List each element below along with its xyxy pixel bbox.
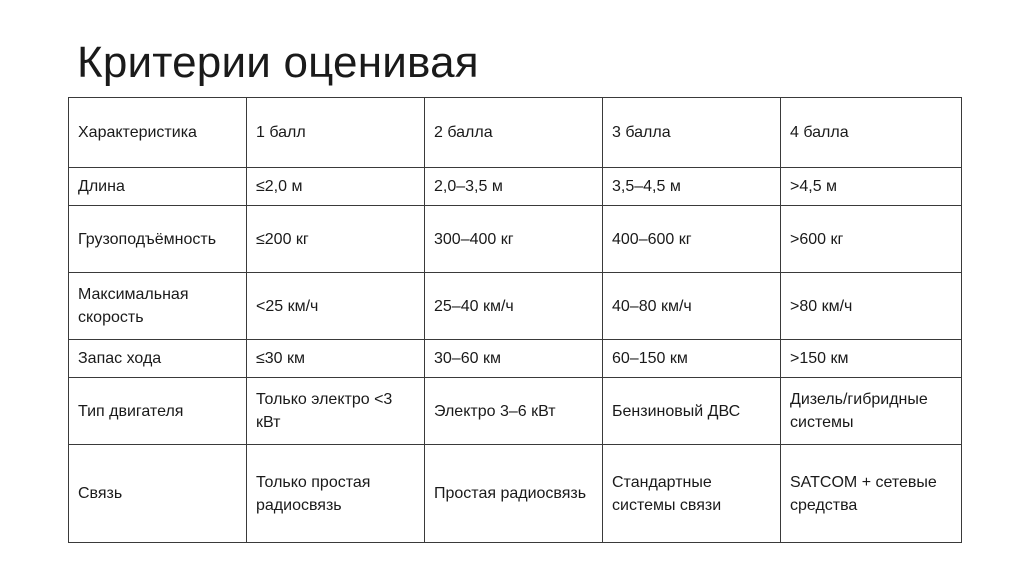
table-row-max-speed xyxy=(69,273,962,340)
table-cell: Простая радиосвязь xyxy=(425,445,603,543)
table-cell: 400–600 кг xyxy=(603,206,781,273)
row-label: Связь xyxy=(69,445,247,543)
table-cell: >4,5 м xyxy=(781,168,962,206)
row-label: Грузоподъёмность xyxy=(69,206,247,273)
table-row-range xyxy=(69,340,962,378)
table-cell: 3,5–4,5 м xyxy=(603,168,781,206)
row-label: Длина xyxy=(69,168,247,206)
table-cell: ≤30 км xyxy=(247,340,425,378)
table-header-row xyxy=(69,98,962,168)
row-label: Тип двигателя xyxy=(69,378,247,445)
table-cell: <25 км/ч xyxy=(247,273,425,340)
table-row-payload xyxy=(69,206,962,273)
table-cell: Дизель/гибридные системы xyxy=(781,378,962,445)
table-cell: 2,0–3,5 м xyxy=(425,168,603,206)
header-cell-characteristic: Характеристика xyxy=(69,98,247,168)
table-cell: ≤2,0 м xyxy=(247,168,425,206)
table-cell: 40–80 км/ч xyxy=(603,273,781,340)
table-cell: SATCOM + сетевые средства xyxy=(781,445,962,543)
slide-title: Критерии оценивая xyxy=(77,38,479,87)
table-cell: 300–400 кг xyxy=(425,206,603,273)
table-cell: Только электро <3 кВт xyxy=(247,378,425,445)
table-cell: 60–150 км xyxy=(603,340,781,378)
table-cell: 25–40 км/ч xyxy=(425,273,603,340)
table-cell: 30–60 км xyxy=(425,340,603,378)
table-cell: >150 км xyxy=(781,340,962,378)
header-cell-score-2: 2 балла xyxy=(425,98,603,168)
table-row-length xyxy=(69,168,962,206)
table-cell: Только простая радиосвязь xyxy=(247,445,425,543)
table-cell: >80 км/ч xyxy=(781,273,962,340)
table-cell: Стандартные системы связи xyxy=(603,445,781,543)
table-cell: ≤200 кг xyxy=(247,206,425,273)
table-row-communication xyxy=(69,445,962,543)
table-cell: >600 кг xyxy=(781,206,962,273)
table-cell: Электро 3–6 кВт xyxy=(425,378,603,445)
table-row-engine-type xyxy=(69,378,962,445)
row-label: Максимальная скорость xyxy=(69,273,247,340)
row-label: Запас хода xyxy=(69,340,247,378)
header-cell-score-1: 1 балл xyxy=(247,98,425,168)
table-cell: Бензиновый ДВС xyxy=(603,378,781,445)
header-cell-score-3: 3 балла xyxy=(603,98,781,168)
criteria-table xyxy=(68,97,962,543)
header-cell-score-4: 4 балла xyxy=(781,98,962,168)
